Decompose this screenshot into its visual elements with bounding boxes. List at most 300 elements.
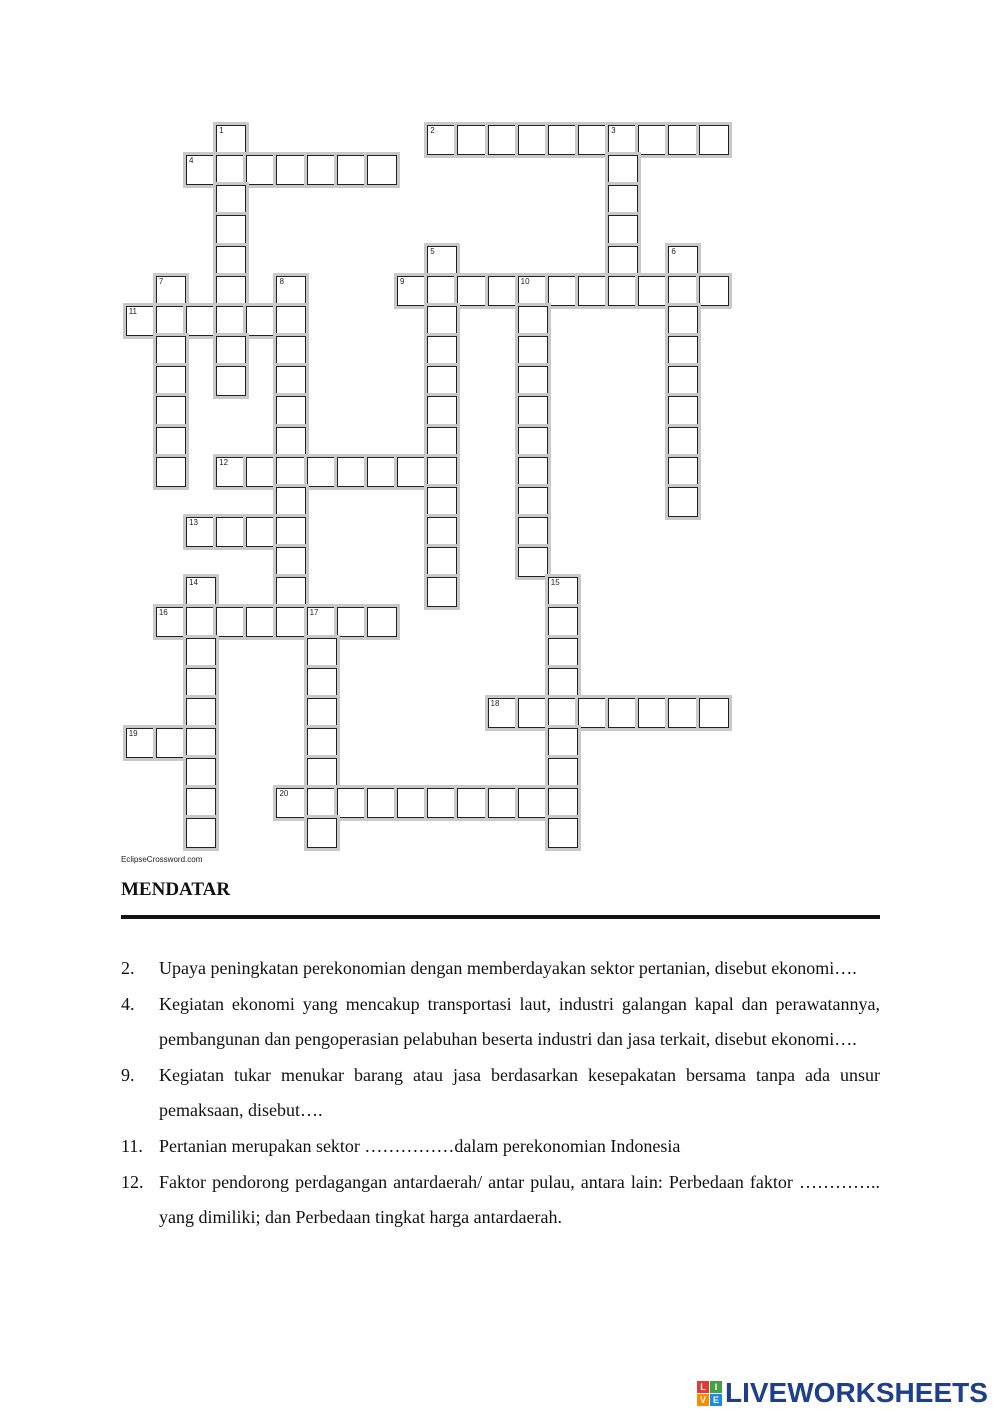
cell-input[interactable]: [157, 337, 185, 365]
cell-input[interactable]: [489, 699, 517, 727]
cell-input[interactable]: [428, 789, 456, 817]
crossword-cell[interactable]: [186, 577, 216, 607]
crossword-cell[interactable]: [156, 336, 186, 366]
crossword-cell[interactable]: [216, 457, 246, 487]
cell-input[interactable]: [428, 518, 456, 546]
crossword-cell[interactable]: [548, 125, 578, 155]
cell-input[interactable]: [308, 729, 336, 757]
crossword-cell[interactable]: [186, 788, 216, 818]
cell-input[interactable]: [428, 397, 456, 425]
cell-input[interactable]: [428, 277, 456, 305]
crossword-cell[interactable]: [427, 547, 457, 577]
cell-input[interactable]: [519, 277, 547, 305]
cell-input[interactable]: [458, 126, 486, 154]
cell-input[interactable]: [368, 458, 396, 486]
crossword-cell[interactable]: [699, 698, 729, 728]
cell-input[interactable]: [187, 608, 215, 636]
cell-input[interactable]: [609, 186, 637, 214]
crossword-cell[interactable]: [337, 457, 367, 487]
crossword-cell[interactable]: [548, 788, 578, 818]
cell-input[interactable]: [489, 126, 517, 154]
crossword-cell[interactable]: [427, 487, 457, 517]
crossword-cell[interactable]: [156, 728, 186, 758]
cell-input[interactable]: [247, 156, 275, 184]
cell-input[interactable]: [277, 488, 305, 516]
crossword-cell[interactable]: [548, 758, 578, 788]
cell-input[interactable]: [217, 126, 245, 154]
cell-input[interactable]: [428, 307, 456, 335]
crossword-cell[interactable]: [608, 185, 638, 215]
crossword-cell[interactable]: [216, 517, 246, 547]
crossword-cell[interactable]: [548, 668, 578, 698]
crossword-cell[interactable]: [699, 276, 729, 306]
crossword-cell[interactable]: [427, 457, 457, 487]
crossword-cell[interactable]: [156, 366, 186, 396]
section-heading: MENDATAR: [121, 879, 231, 900]
cell-input[interactable]: [247, 307, 275, 335]
cell-input[interactable]: [217, 156, 245, 184]
crossword-cell[interactable]: [457, 788, 487, 818]
cell-input[interactable]: [519, 518, 547, 546]
cell-input[interactable]: [669, 247, 697, 275]
crossword-cell[interactable]: [156, 306, 186, 336]
crossword-cell[interactable]: [548, 577, 578, 607]
cell-input[interactable]: [458, 789, 486, 817]
cell-input[interactable]: [217, 216, 245, 244]
cell-input[interactable]: [338, 789, 366, 817]
cell-input[interactable]: [157, 428, 185, 456]
crossword-cell[interactable]: [699, 125, 729, 155]
crossword-cell[interactable]: [186, 758, 216, 788]
cell-input[interactable]: [639, 126, 667, 154]
cell-input[interactable]: [338, 458, 366, 486]
cell-input[interactable]: [549, 669, 577, 697]
cell-input[interactable]: [579, 699, 607, 727]
crossword-cell[interactable]: [216, 607, 246, 637]
cell-input[interactable]: [428, 247, 456, 275]
cell-input[interactable]: [187, 307, 215, 335]
cell-input[interactable]: [519, 699, 547, 727]
cell-input[interactable]: [338, 608, 366, 636]
crossword-cell[interactable]: [427, 788, 457, 818]
cell-input[interactable]: [428, 548, 456, 576]
crossword-cell[interactable]: [186, 517, 216, 547]
crossword-cell[interactable]: [548, 728, 578, 758]
crossword-cell[interactable]: [246, 306, 276, 336]
crossword-cell[interactable]: [548, 818, 578, 848]
cell-input[interactable]: [700, 699, 728, 727]
crossword-cell[interactable]: [518, 427, 548, 457]
cell-input[interactable]: [277, 307, 305, 335]
crossword-cell[interactable]: [216, 246, 246, 276]
crossword-cell[interactable]: [518, 276, 548, 306]
crossword-cell[interactable]: [337, 788, 367, 818]
cell-input[interactable]: [428, 488, 456, 516]
crossword-cell[interactable]: [186, 638, 216, 668]
crossword-cell[interactable]: [156, 276, 186, 306]
cell-input[interactable]: [308, 639, 336, 667]
cell-input[interactable]: [187, 639, 215, 667]
cell-input[interactable]: [519, 488, 547, 516]
cell-input[interactable]: [308, 759, 336, 787]
crossword-cell[interactable]: [668, 457, 698, 487]
cell-input[interactable]: [669, 277, 697, 305]
cell-input[interactable]: [277, 277, 305, 305]
crossword-cell[interactable]: [156, 396, 186, 426]
cell-input[interactable]: [519, 337, 547, 365]
crossword-cell[interactable]: [548, 698, 578, 728]
crossword-cell[interactable]: [276, 427, 306, 457]
crossword-cell[interactable]: [668, 427, 698, 457]
cell-input[interactable]: [398, 458, 426, 486]
crossword-cell[interactable]: [518, 396, 548, 426]
crossword-cell[interactable]: [427, 427, 457, 457]
cell-input[interactable]: [217, 518, 245, 546]
crossword-cell[interactable]: [367, 155, 397, 185]
cell-input[interactable]: [428, 428, 456, 456]
cell-input[interactable]: [669, 126, 697, 154]
crossword-cell[interactable]: [367, 607, 397, 637]
crossword-cell[interactable]: [186, 306, 216, 336]
crossword-cell[interactable]: [246, 607, 276, 637]
cell-input[interactable]: [338, 156, 366, 184]
crossword-cell[interactable]: [307, 668, 337, 698]
cell-input[interactable]: [308, 819, 336, 847]
crossword-cell[interactable]: [307, 788, 337, 818]
crossword-cell[interactable]: [246, 457, 276, 487]
crossword-cell[interactable]: [638, 125, 668, 155]
crossword-cell[interactable]: [638, 276, 668, 306]
crossword-cell[interactable]: [608, 276, 638, 306]
crossword-cell[interactable]: [668, 276, 698, 306]
crossword-cell[interactable]: [156, 427, 186, 457]
cell-input[interactable]: [277, 428, 305, 456]
crossword-cell[interactable]: [367, 788, 397, 818]
cell-input[interactable]: [669, 397, 697, 425]
cell-input[interactable]: [428, 367, 456, 395]
crossword-cell[interactable]: [307, 698, 337, 728]
cell-input[interactable]: [308, 669, 336, 697]
crossword-cell[interactable]: [186, 728, 216, 758]
cell-input[interactable]: [549, 126, 577, 154]
crossword-cell[interactable]: [608, 698, 638, 728]
cell-input[interactable]: [609, 247, 637, 275]
cell-input[interactable]: [519, 428, 547, 456]
cell-input[interactable]: [247, 518, 275, 546]
crossword-cell[interactable]: [488, 125, 518, 155]
cell-input[interactable]: [669, 337, 697, 365]
crossword-cell[interactable]: [276, 155, 306, 185]
cell-input[interactable]: [217, 367, 245, 395]
cell-input[interactable]: [489, 277, 517, 305]
cell-input[interactable]: [157, 397, 185, 425]
cell-input[interactable]: [519, 367, 547, 395]
crossword-cell[interactable]: [518, 517, 548, 547]
cell-input[interactable]: [308, 608, 336, 636]
cell-input[interactable]: [519, 307, 547, 335]
cell-input[interactable]: [549, 639, 577, 667]
logo-text: LIVEWORKSHEETS: [725, 1377, 988, 1408]
crossword-cell[interactable]: [457, 276, 487, 306]
cell-input[interactable]: [579, 126, 607, 154]
cell-input[interactable]: [700, 126, 728, 154]
crossword-cell[interactable]: [668, 125, 698, 155]
cell-input[interactable]: [398, 789, 426, 817]
crossword-cell[interactable]: [668, 366, 698, 396]
crossword-cell[interactable]: [608, 215, 638, 245]
crossword-cell[interactable]: [608, 246, 638, 276]
cell-input[interactable]: [187, 729, 215, 757]
crossword-cell[interactable]: [216, 276, 246, 306]
crossword-cell[interactable]: [276, 306, 306, 336]
cell-input[interactable]: [157, 367, 185, 395]
cell-input[interactable]: [489, 789, 517, 817]
cell-input[interactable]: [609, 277, 637, 305]
crossword-cell[interactable]: [427, 306, 457, 336]
cell-input[interactable]: [308, 156, 336, 184]
crossword-cell[interactable]: [307, 155, 337, 185]
cell-input[interactable]: [217, 247, 245, 275]
cell-input[interactable]: [308, 789, 336, 817]
crossword-cell[interactable]: [276, 457, 306, 487]
crossword-cell[interactable]: [276, 396, 306, 426]
cell-input[interactable]: [549, 699, 577, 727]
cell-input[interactable]: [669, 428, 697, 456]
cell-input[interactable]: [458, 277, 486, 305]
cell-input[interactable]: [277, 548, 305, 576]
cell-input[interactable]: [217, 608, 245, 636]
cell-input[interactable]: [277, 518, 305, 546]
cell-input[interactable]: [187, 789, 215, 817]
crossword-cell[interactable]: [608, 125, 638, 155]
crossword-cell[interactable]: [668, 698, 698, 728]
crossword-cell[interactable]: [246, 517, 276, 547]
cell-input[interactable]: [368, 608, 396, 636]
cell-input[interactable]: [217, 458, 245, 486]
cell-input[interactable]: [549, 578, 577, 606]
crossword-cell[interactable]: [427, 366, 457, 396]
cell-input[interactable]: [247, 608, 275, 636]
cell-input[interactable]: [217, 337, 245, 365]
cell-input[interactable]: [579, 277, 607, 305]
cell-input[interactable]: [277, 578, 305, 606]
crossword-cell[interactable]: [276, 336, 306, 366]
cell-input[interactable]: [157, 458, 185, 486]
crossword-cell[interactable]: [548, 276, 578, 306]
crossword-cell[interactable]: [427, 577, 457, 607]
crossword-cell[interactable]: [276, 487, 306, 517]
cell-input[interactable]: [187, 699, 215, 727]
crossword-cell[interactable]: [276, 366, 306, 396]
cell-input[interactable]: [669, 367, 697, 395]
cell-input[interactable]: [549, 789, 577, 817]
cell-input[interactable]: [700, 277, 728, 305]
cell-input[interactable]: [368, 789, 396, 817]
crossword-cell[interactable]: [578, 125, 608, 155]
crossword-cell[interactable]: [518, 788, 548, 818]
cell-input[interactable]: [609, 216, 637, 244]
cell-input[interactable]: [308, 458, 336, 486]
crossword-cell[interactable]: [276, 788, 306, 818]
crossword-cell[interactable]: [397, 788, 427, 818]
cell-input[interactable]: [277, 337, 305, 365]
cell-input[interactable]: [428, 458, 456, 486]
crossword-cell[interactable]: [246, 155, 276, 185]
cell-input[interactable]: [549, 759, 577, 787]
crossword-cell[interactable]: [427, 396, 457, 426]
cell-input[interactable]: [669, 488, 697, 516]
crossword-cell[interactable]: [216, 155, 246, 185]
cell-input[interactable]: [277, 789, 305, 817]
cell-input[interactable]: [187, 669, 215, 697]
crossword-cell[interactable]: [488, 276, 518, 306]
crossword-cell[interactable]: [578, 698, 608, 728]
crossword-cell[interactable]: [548, 638, 578, 668]
crossword-cell[interactable]: [307, 607, 337, 637]
cell-input[interactable]: [669, 699, 697, 727]
crossword-cell[interactable]: [307, 638, 337, 668]
cell-input[interactable]: [187, 518, 215, 546]
cell-input[interactable]: [519, 548, 547, 576]
crossword-cell[interactable]: [216, 306, 246, 336]
crossword-cell[interactable]: [427, 276, 457, 306]
crossword-cell[interactable]: [638, 698, 668, 728]
cell-input[interactable]: [639, 699, 667, 727]
crossword-cell[interactable]: [186, 698, 216, 728]
crossword-cell[interactable]: [126, 728, 156, 758]
crossword-cell[interactable]: [186, 155, 216, 185]
cell-input[interactable]: [157, 307, 185, 335]
crossword-cell[interactable]: [578, 276, 608, 306]
crossword-cell[interactable]: [276, 607, 306, 637]
cell-input[interactable]: [519, 126, 547, 154]
crossword-cell[interactable]: [427, 517, 457, 547]
crossword-cell[interactable]: [126, 306, 156, 336]
crossword-cell[interactable]: [337, 607, 367, 637]
crossword-cell[interactable]: [668, 396, 698, 426]
crossword-cell[interactable]: [307, 457, 337, 487]
cell-input[interactable]: [609, 126, 637, 154]
crossword-cell[interactable]: [518, 457, 548, 487]
crossword-cell[interactable]: [216, 336, 246, 366]
cell-input[interactable]: [519, 397, 547, 425]
cell-input[interactable]: [127, 307, 155, 335]
cell-input[interactable]: [519, 458, 547, 486]
cell-input[interactable]: [277, 367, 305, 395]
cell-input[interactable]: [217, 277, 245, 305]
crossword-cell[interactable]: [518, 336, 548, 366]
crossword-cell[interactable]: [397, 457, 427, 487]
crossword-cell[interactable]: [668, 246, 698, 276]
crossword-cell[interactable]: [518, 698, 548, 728]
crossword-cell[interactable]: [427, 336, 457, 366]
cell-input[interactable]: [308, 699, 336, 727]
cell-input[interactable]: [217, 186, 245, 214]
crossword-cell[interactable]: [548, 607, 578, 637]
cell-input[interactable]: [519, 789, 547, 817]
crossword-cell[interactable]: [276, 276, 306, 306]
crossword-cell[interactable]: [307, 728, 337, 758]
crossword-cell[interactable]: [668, 487, 698, 517]
cell-input[interactable]: [277, 397, 305, 425]
cell-input[interactable]: [127, 729, 155, 757]
crossword-cell[interactable]: [216, 366, 246, 396]
logo-icon: [697, 1381, 722, 1406]
cell-input[interactable]: [187, 578, 215, 606]
cell-input[interactable]: [609, 156, 637, 184]
crossword-cell[interactable]: [276, 517, 306, 547]
liveworksheets-logo: [697, 1377, 988, 1409]
cell-input[interactable]: [277, 458, 305, 486]
cell-input[interactable]: [549, 277, 577, 305]
crossword-cell[interactable]: [518, 366, 548, 396]
crossword-cell[interactable]: [488, 698, 518, 728]
crossword-cell[interactable]: [668, 336, 698, 366]
cell-input[interactable]: [428, 578, 456, 606]
crossword-cell[interactable]: [427, 246, 457, 276]
crossword-cell[interactable]: [276, 577, 306, 607]
crossword-cell[interactable]: [518, 547, 548, 577]
crossword-cell[interactable]: [276, 547, 306, 577]
crossword-cell[interactable]: [518, 125, 548, 155]
cell-input[interactable]: [549, 729, 577, 757]
crossword-cell[interactable]: [216, 215, 246, 245]
crossword-cell[interactable]: [367, 457, 397, 487]
crossword-cell[interactable]: [216, 125, 246, 155]
crossword-cell[interactable]: [608, 155, 638, 185]
crossword-cell[interactable]: [186, 668, 216, 698]
cell-input[interactable]: [187, 819, 215, 847]
cell-input[interactable]: [669, 458, 697, 486]
cell-input[interactable]: [157, 608, 185, 636]
crossword-cell[interactable]: [668, 306, 698, 336]
clue-number-label: 9: [400, 276, 405, 286]
crossword-cell[interactable]: [397, 276, 427, 306]
crossword-cell[interactable]: [307, 818, 337, 848]
cell-input[interactable]: [428, 337, 456, 365]
cell-input[interactable]: [277, 608, 305, 636]
crossword-cell[interactable]: [186, 818, 216, 848]
cell-input[interactable]: [217, 307, 245, 335]
crossword-cell[interactable]: [427, 125, 457, 155]
cell-input[interactable]: [277, 156, 305, 184]
crossword-cell[interactable]: [186, 607, 216, 637]
cell-input[interactable]: [157, 729, 185, 757]
cell-input[interactable]: [669, 307, 697, 335]
crossword-cell[interactable]: [156, 607, 186, 637]
crossword-cell[interactable]: [518, 306, 548, 336]
cell-input[interactable]: [549, 608, 577, 636]
cell-input[interactable]: [247, 458, 275, 486]
cell-input[interactable]: [157, 277, 185, 305]
cell-input[interactable]: [368, 156, 396, 184]
cell-input[interactable]: [187, 156, 215, 184]
clue-number-label: 4: [189, 156, 194, 166]
crossword-cell[interactable]: [156, 457, 186, 487]
cell-input[interactable]: [549, 819, 577, 847]
crossword-cell[interactable]: [216, 185, 246, 215]
cell-input[interactable]: [609, 699, 637, 727]
crossword-cell[interactable]: [518, 487, 548, 517]
cell-input[interactable]: [187, 759, 215, 787]
cell-input[interactable]: [428, 126, 456, 154]
crossword-cell[interactable]: [337, 155, 367, 185]
crossword-cell[interactable]: [457, 125, 487, 155]
cell-input[interactable]: [398, 277, 426, 305]
crossword-cell[interactable]: [488, 788, 518, 818]
crossword-cell[interactable]: [307, 758, 337, 788]
cell-input[interactable]: [639, 277, 667, 305]
